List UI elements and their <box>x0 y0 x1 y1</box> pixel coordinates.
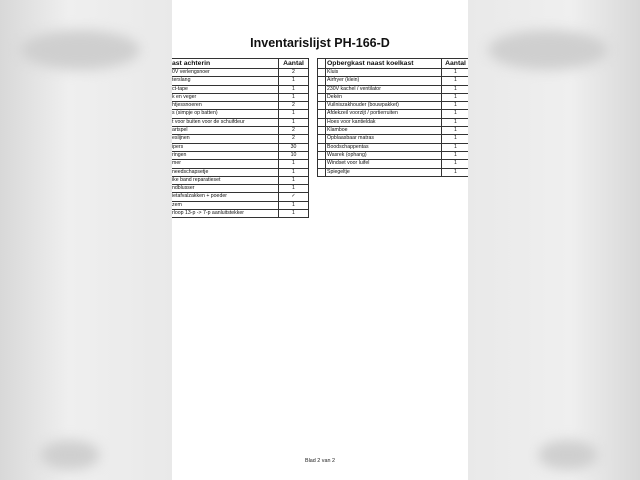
row-spacer-cell <box>318 85 326 93</box>
column-header-item: ast achterin <box>172 59 279 69</box>
item-cell: Afdekzeil voorzijt / portierruiten <box>326 110 442 118</box>
count-cell: 1 <box>442 160 469 168</box>
blur-shape <box>40 440 100 470</box>
table-row <box>172 151 309 159</box>
item-cell: mer <box>172 160 279 168</box>
table-row <box>172 185 309 193</box>
item-cell: Spiegeltje <box>326 168 442 176</box>
table-row <box>172 176 309 184</box>
table-row <box>318 77 469 85</box>
count-cell: 1 <box>279 201 309 209</box>
row-spacer-cell <box>318 77 326 85</box>
table-row <box>318 118 469 126</box>
item-cell: terslang <box>172 77 279 85</box>
count-cell: 1 <box>279 110 309 118</box>
document-page <box>172 0 468 480</box>
count-cell: 1 <box>279 77 309 85</box>
table-row <box>172 210 309 218</box>
count-cell: 1 <box>279 93 309 101</box>
count-cell: 1 <box>442 151 469 159</box>
table-row <box>172 93 309 101</box>
background-blur-right <box>468 0 640 480</box>
count-cell: 1 <box>279 160 309 168</box>
table-row <box>318 85 469 93</box>
count-cell: 1 <box>442 69 469 77</box>
table-row <box>318 69 469 77</box>
item-cell: Wasrek (ophang) <box>326 151 442 159</box>
item-cell: ike band reparatieset <box>172 176 279 184</box>
count-cell: 1 <box>442 135 469 143</box>
count-cell: 1 <box>442 93 469 101</box>
row-spacer-cell <box>318 127 326 135</box>
column-header-count: Aantal <box>442 59 469 69</box>
table-row <box>318 168 469 176</box>
item-cell: zem <box>172 201 279 209</box>
count-cell: 1 <box>279 168 309 176</box>
blur-shape <box>488 30 608 70</box>
item-cell: ringen <box>172 151 279 159</box>
item-cell: Klamboe <box>326 127 442 135</box>
count-cell: 1 <box>279 185 309 193</box>
row-spacer-cell <box>318 151 326 159</box>
item-cell: s (simpje op batten) <box>172 110 279 118</box>
count-cell: 1 <box>442 168 469 176</box>
table-row <box>172 85 309 93</box>
table-row <box>172 160 309 168</box>
blur-shape <box>20 30 140 70</box>
page-title: Inventarislijst PH-166-D <box>250 36 390 50</box>
item-cell: Windset voor luifel <box>326 160 442 168</box>
column-header-item: Opbergkast naast koelkast <box>326 59 442 69</box>
table-row <box>172 69 309 77</box>
table-row <box>318 102 469 110</box>
item-cell: 230V kachel / ventilator <box>326 85 442 93</box>
item-cell: Airfryer (klein) <box>326 77 442 85</box>
item-cell: Dekén <box>326 93 442 101</box>
count-cell: 1 <box>442 127 469 135</box>
row-spacer-cell <box>318 102 326 110</box>
blur-shape <box>538 440 598 470</box>
table-row <box>172 118 309 126</box>
table-row <box>172 193 309 201</box>
count-cell: 1 <box>442 143 469 151</box>
count-cell: 1 <box>279 176 309 184</box>
table-row <box>172 110 309 118</box>
count-cell: 1 <box>279 210 309 218</box>
column-header-count: Aantal <box>279 59 309 69</box>
count-cell: 1 <box>442 110 469 118</box>
item-cell: Opblaasbaar matras <box>326 135 442 143</box>
table-row <box>318 110 469 118</box>
table-row <box>318 151 469 159</box>
background-blur-left <box>0 0 172 480</box>
item-cell: Boodschappentas <box>326 143 442 151</box>
table-row <box>172 143 309 151</box>
row-spacer-cell <box>318 143 326 151</box>
table-row <box>318 93 469 101</box>
count-cell: ✓ <box>279 193 309 201</box>
row-spacer-cell <box>318 110 326 118</box>
item-cell: Kluis <box>326 69 442 77</box>
table-header-row <box>172 59 309 69</box>
item-cell: eslijnen <box>172 135 279 143</box>
count-cell: 2 <box>279 69 309 77</box>
item-cell: ietafvalzakken + poeder <box>172 193 279 201</box>
item-cell: ndblusser <box>172 185 279 193</box>
count-cell: 1 <box>279 118 309 126</box>
table-row <box>172 127 309 135</box>
table-header-row <box>318 59 469 69</box>
count-cell: 1 <box>442 77 469 85</box>
row-spacer-cell <box>318 135 326 143</box>
table-row <box>172 135 309 143</box>
count-cell: 2 <box>279 102 309 110</box>
item-cell: Hoes voor kantieldak <box>326 118 442 126</box>
inventory-table-right <box>317 58 468 177</box>
count-cell: 30 <box>279 143 309 151</box>
inventory-table-left <box>172 58 309 218</box>
row-spacer-cell <box>318 168 326 176</box>
item-cell: Vuilniszakhouder (bouwpakket) <box>326 102 442 110</box>
table-row <box>172 168 309 176</box>
row-spacer-cell <box>318 118 326 126</box>
table-row <box>172 201 309 209</box>
item-cell: rloop 13-p -> 7-p aanluitstekker <box>172 210 279 218</box>
count-cell: 10 <box>279 151 309 159</box>
count-cell: 2 <box>279 135 309 143</box>
item-cell: artspel <box>172 127 279 135</box>
row-spacer-cell <box>318 93 326 101</box>
item-cell: 0V verlengsnoer <box>172 69 279 77</box>
table-row <box>318 127 469 135</box>
item-cell: k en veger <box>172 93 279 101</box>
table-row <box>318 160 469 168</box>
table-row <box>318 143 469 151</box>
item-cell: ct-tape <box>172 85 279 93</box>
row-spacer-cell <box>318 69 326 77</box>
count-cell: 1 <box>279 85 309 93</box>
table-row <box>172 77 309 85</box>
item-cell: needschapsetje <box>172 168 279 176</box>
count-cell: 1 <box>442 102 469 110</box>
row-spacer-cell <box>318 59 326 69</box>
item-cell: t voor buiten voor de schuifdeur <box>172 118 279 126</box>
page-footer: Blad 2 van 2 <box>305 458 335 464</box>
count-cell: 1 <box>442 85 469 93</box>
count-cell: 1 <box>442 118 469 126</box>
item-cell: htjessnoeren <box>172 102 279 110</box>
count-cell: 2 <box>279 127 309 135</box>
item-cell: ipers <box>172 143 279 151</box>
table-row <box>172 102 309 110</box>
row-spacer-cell <box>318 160 326 168</box>
table-row <box>318 135 469 143</box>
